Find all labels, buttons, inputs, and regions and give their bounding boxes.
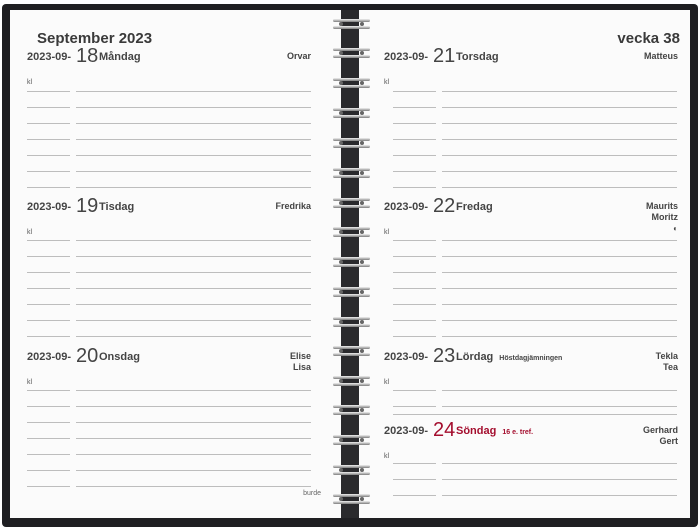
writing-line [27,123,70,124]
date-number: 23 [433,345,456,367]
writing-line [76,486,311,487]
name-days [656,351,678,373]
writing-line [442,187,677,188]
date-prefix: 2023-09- [384,351,429,363]
writing-line [442,320,677,321]
time-label: kl [27,229,33,236]
writing-line [393,414,677,415]
first-quarter-moon-icon: ◐ [673,224,678,233]
writing-line [76,155,311,156]
holiday-label: Höstdagjämningen [499,355,563,362]
ring-icon [333,286,370,298]
ring-icon [333,375,370,387]
writing-line [393,171,436,172]
writing-line [76,91,311,92]
weekday-label [456,351,562,363]
ring-icon [333,77,370,89]
writing-line [442,479,677,480]
name-days [646,201,678,223]
writing-line [442,304,677,305]
date-prefix: 2023-09- [384,201,429,213]
writing-line [27,256,70,257]
writing-line [27,187,70,188]
name-day: Matteus [643,51,678,61]
writing-line [442,406,677,407]
date-prefix: 2023-09- [27,51,72,63]
writing-line [76,304,311,305]
writing-line [442,336,677,337]
writing-line [27,422,70,423]
writing-line [393,463,436,464]
weekday-label [456,425,533,437]
writing-line [442,495,677,496]
writing-line [27,336,70,337]
date-number: 22 [433,195,456,217]
writing-line [393,187,436,188]
writing-line [442,463,677,464]
ring-icon [333,47,370,59]
writing-line [27,390,70,391]
ring-icon [333,226,370,238]
right-page [359,10,690,518]
weekday-label: Måndag [99,51,141,63]
brand-logo: burde [303,490,321,497]
ring-icon [333,137,370,149]
day-wednesday[interactable] [27,345,311,498]
ring-icon [333,316,370,328]
left-page [10,10,341,518]
writing-line [76,438,311,439]
name-days [643,425,678,447]
writing-line [393,240,436,241]
time-label: kl [384,379,390,386]
writing-line [27,438,70,439]
writing-line [442,171,677,172]
name-days [290,351,311,373]
ring-icon [333,18,370,30]
name-days [275,201,311,212]
writing-line [76,320,311,321]
writing-line [76,406,311,407]
time-label: kl [384,229,390,236]
name-days [287,51,311,62]
writing-line [393,495,436,496]
writing-line [27,139,70,140]
writing-line [27,155,70,156]
name-day: Moritz [651,212,678,222]
name-day: Tea [663,362,678,372]
writing-line [442,390,677,391]
ring-icon [333,197,370,209]
day-tuesday[interactable] [27,195,311,348]
name-day: Gert [659,436,678,446]
writing-line [76,454,311,455]
ring-icon [333,107,370,119]
writing-line [27,171,70,172]
weekday-label: Tisdag [99,201,135,213]
ring-icon [333,464,370,476]
name-day: Lisa [292,362,311,372]
name-day: Tekla [655,351,678,361]
holiday-label: 16 e. tref. [502,429,534,436]
writing-line [27,406,70,407]
writing-line [27,486,70,487]
writing-line [27,470,70,471]
date-prefix: 2023-09- [27,351,72,363]
writing-line [76,470,311,471]
writing-line [393,288,436,289]
writing-line [76,240,311,241]
writing-line [393,479,436,480]
writing-line [442,256,677,257]
writing-line [442,240,677,241]
ring-icon [333,434,370,446]
day-sunday[interactable] [384,419,678,512]
week-number: vecka 38 [617,30,680,47]
writing-line [76,123,311,124]
writing-line [76,336,311,337]
writing-line [76,288,311,289]
writing-line [393,123,436,124]
writing-line [76,187,311,188]
writing-line [27,240,70,241]
date-number: 21 [433,45,456,67]
ring-icon [333,256,370,268]
time-label: kl [384,453,390,460]
writing-line [393,91,436,92]
writing-line [393,139,436,140]
writing-line [442,107,677,108]
date-prefix: 2023-09- [384,425,429,437]
writing-line [393,256,436,257]
time-label: kl [27,379,33,386]
weekday-label: Onsdag [99,351,140,363]
writing-line [76,390,311,391]
date-number: 18 [76,45,99,67]
weekday-name: Söndag [456,425,497,437]
writing-line [393,304,436,305]
date-number: 24 [433,419,456,441]
writing-line [76,107,311,108]
writing-line [27,107,70,108]
name-day: Orvar [286,51,311,61]
writing-line [393,390,436,391]
writing-line [442,91,677,92]
writing-line [76,272,311,273]
ring-icon [333,404,370,416]
day-saturday[interactable] [384,345,678,420]
date-number: 20 [76,345,99,367]
date-prefix: 2023-09- [27,201,72,213]
writing-line [76,139,311,140]
month-title: September 2023 [37,30,153,47]
weekday-label: Fredag [456,201,493,213]
writing-line [393,336,436,337]
writing-line [76,422,311,423]
name-day: Fredrika [275,201,311,211]
name-day: Maurits [645,201,678,211]
ring-icon [333,493,370,505]
weekday-label: Torsdag [456,51,499,63]
writing-line [393,155,436,156]
date-number: 19 [76,195,99,217]
writing-line [393,272,436,273]
name-day: Elise [289,351,311,361]
writing-line [27,272,70,273]
time-label: kl [384,79,390,86]
writing-line [27,320,70,321]
name-days [644,51,678,62]
writing-line [27,304,70,305]
writing-line [76,171,311,172]
name-day: Gerhard [642,425,678,435]
writing-line [442,123,677,124]
ring-icon [333,167,370,179]
ring-icon [333,345,370,357]
writing-line [393,406,436,407]
writing-line [27,91,70,92]
writing-line [27,288,70,289]
writing-line [27,454,70,455]
date-prefix: 2023-09- [384,51,429,63]
writing-line [76,256,311,257]
writing-line [442,155,677,156]
writing-line [442,288,677,289]
time-label: kl [27,79,33,86]
weekday-name: Lördag [456,351,494,363]
day-friday[interactable] [384,195,678,348]
writing-line [442,139,677,140]
writing-line [442,272,677,273]
writing-line [393,107,436,108]
writing-line [393,320,436,321]
